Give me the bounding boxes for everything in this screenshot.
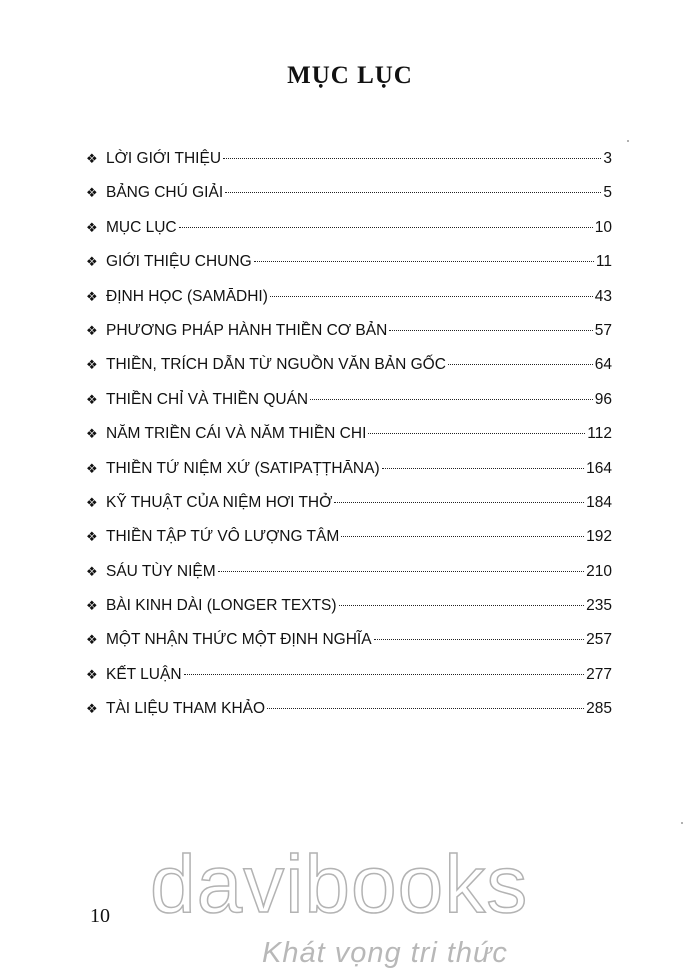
toc-entry-page: 43 bbox=[594, 287, 612, 305]
dot-leader bbox=[184, 674, 585, 675]
diamond-bullet-icon: ❖ bbox=[86, 219, 98, 235]
diamond-bullet-icon: ❖ bbox=[86, 494, 98, 510]
diamond-bullet-icon: ❖ bbox=[86, 426, 98, 442]
toc-entry-title: PHƯƠNG PHÁP HÀNH THIỀN CƠ BẢN bbox=[106, 321, 388, 339]
toc-entry-title: GIỚI THIỆU CHUNG bbox=[106, 253, 252, 271]
toc-entry-page: 57 bbox=[594, 321, 612, 339]
diamond-bullet-icon: ❖ bbox=[86, 701, 98, 717]
toc-entry bbox=[86, 184, 612, 218]
dot-leader bbox=[218, 571, 584, 572]
dot-leader bbox=[374, 639, 585, 640]
toc-entry bbox=[86, 322, 612, 356]
dot-leader bbox=[223, 158, 601, 159]
page-title: MỤC LỤC bbox=[287, 62, 413, 89]
dot-leader bbox=[341, 536, 584, 537]
diamond-bullet-icon: ❖ bbox=[86, 563, 98, 579]
diamond-bullet-icon: ❖ bbox=[86, 322, 98, 338]
toc-entry-page: 5 bbox=[603, 184, 612, 202]
toc-entry bbox=[86, 391, 612, 425]
toc-entry bbox=[86, 597, 612, 631]
toc-entry-page: 3 bbox=[603, 150, 612, 167]
toc-entry-title: THIỀN TỨ NIỆM XỨ (SATIPAṬṬHĀNA) bbox=[106, 459, 380, 477]
toc-entry-title: NĂM TRIỀN CÁI VÀ NĂM THIỀN CHI bbox=[106, 425, 367, 443]
toc-entry bbox=[86, 528, 612, 562]
toc-entry bbox=[86, 356, 612, 390]
diamond-bullet-icon: ❖ bbox=[86, 391, 98, 407]
toc-entry-title: THIỀN TẬP TỨ VÔ LƯỢNG TÂM bbox=[106, 528, 340, 546]
toc-entry-page: 164 bbox=[586, 459, 612, 477]
toc-entry-title: BÀI KINH DÀI (LONGER TEXTS) bbox=[106, 597, 337, 615]
dot-leader bbox=[448, 364, 593, 365]
watermark-brand: davibooks bbox=[150, 839, 529, 930]
toc-entry bbox=[86, 631, 612, 665]
toc-entry-title: MỘT NHẬN THỨC MỘT ĐỊNH NGHĨA bbox=[106, 631, 372, 649]
toc-entry bbox=[86, 700, 612, 734]
dot-leader bbox=[254, 261, 594, 262]
diamond-bullet-icon: ❖ bbox=[86, 598, 98, 614]
toc-entry-page: 64 bbox=[594, 356, 612, 374]
dot-leader bbox=[310, 399, 593, 400]
scan-speck bbox=[627, 140, 629, 142]
toc-entry-title: BẢNG CHÚ GIẢI bbox=[106, 184, 224, 202]
dot-leader bbox=[270, 296, 593, 297]
diamond-bullet-icon: ❖ bbox=[86, 288, 98, 304]
diamond-bullet-icon: ❖ bbox=[86, 185, 98, 201]
toc-entry bbox=[86, 425, 612, 459]
toc-entry-title: SÁU TÙY NIỆM bbox=[106, 562, 216, 580]
toc-entry bbox=[86, 460, 612, 494]
dot-leader bbox=[267, 708, 584, 709]
dot-leader bbox=[339, 605, 585, 606]
toc-entry bbox=[86, 666, 612, 700]
dot-leader bbox=[368, 433, 585, 434]
dot-leader bbox=[389, 330, 592, 331]
toc-entry-title: KẾT LUẬN bbox=[106, 665, 182, 683]
toc-entry-page: 192 bbox=[586, 528, 612, 546]
toc-entry-page: 10 bbox=[594, 218, 612, 236]
dot-leader bbox=[382, 468, 584, 469]
toc-entry-page: 184 bbox=[586, 493, 612, 511]
diamond-bullet-icon: ❖ bbox=[86, 357, 98, 373]
toc-entry bbox=[86, 494, 612, 528]
toc-entry-page: 112 bbox=[587, 425, 612, 443]
toc-entry-page: 277 bbox=[586, 665, 612, 683]
toc-entry-title: ĐỊNH HỌC (SAMĀDHI) bbox=[106, 287, 268, 305]
toc-entry-page: 96 bbox=[594, 390, 612, 408]
dot-leader bbox=[334, 502, 584, 503]
toc-entry-title: KỸ THUẬT CỦA NIỆM HƠI THỞ bbox=[106, 493, 333, 511]
toc-entry-page: 257 bbox=[586, 631, 612, 649]
toc-entry-page: 285 bbox=[586, 700, 612, 718]
watermark-tagline: Khát vọng tri thức bbox=[262, 937, 508, 969]
scan-speck bbox=[681, 822, 683, 824]
dot-leader bbox=[179, 227, 593, 228]
toc-entry-page: 11 bbox=[595, 253, 612, 271]
page-number: 10 bbox=[90, 905, 110, 927]
diamond-bullet-icon: ❖ bbox=[86, 254, 98, 270]
diamond-bullet-icon: ❖ bbox=[86, 460, 98, 476]
toc-entry bbox=[86, 288, 612, 322]
toc-entry-page: 210 bbox=[586, 562, 612, 580]
toc-entry bbox=[86, 219, 612, 253]
toc-entry-title: THIỀN CHỈ VÀ THIỀN QUÁN bbox=[106, 390, 309, 408]
dot-leader bbox=[225, 192, 601, 193]
diamond-bullet-icon: ❖ bbox=[86, 632, 98, 648]
toc-entry-title: MỤC LỤC bbox=[106, 218, 177, 236]
diamond-bullet-icon: ❖ bbox=[86, 666, 98, 682]
toc-entry bbox=[86, 563, 612, 597]
toc-entry bbox=[86, 150, 612, 184]
toc-entry-title: TÀI LIỆU THAM KHẢO bbox=[106, 700, 266, 718]
toc-entry bbox=[86, 253, 612, 287]
toc-entry-page: 235 bbox=[586, 597, 612, 615]
toc-entry-title: THIỀN, TRÍCH DẪN TỪ NGUỒN VĂN BẢN GỐC bbox=[106, 356, 446, 374]
table-of-contents bbox=[86, 150, 612, 735]
toc-entry-title: LỜI GIỚI THIỆU bbox=[106, 150, 222, 167]
diamond-bullet-icon: ❖ bbox=[86, 529, 98, 545]
diamond-bullet-icon: ❖ bbox=[86, 151, 98, 166]
